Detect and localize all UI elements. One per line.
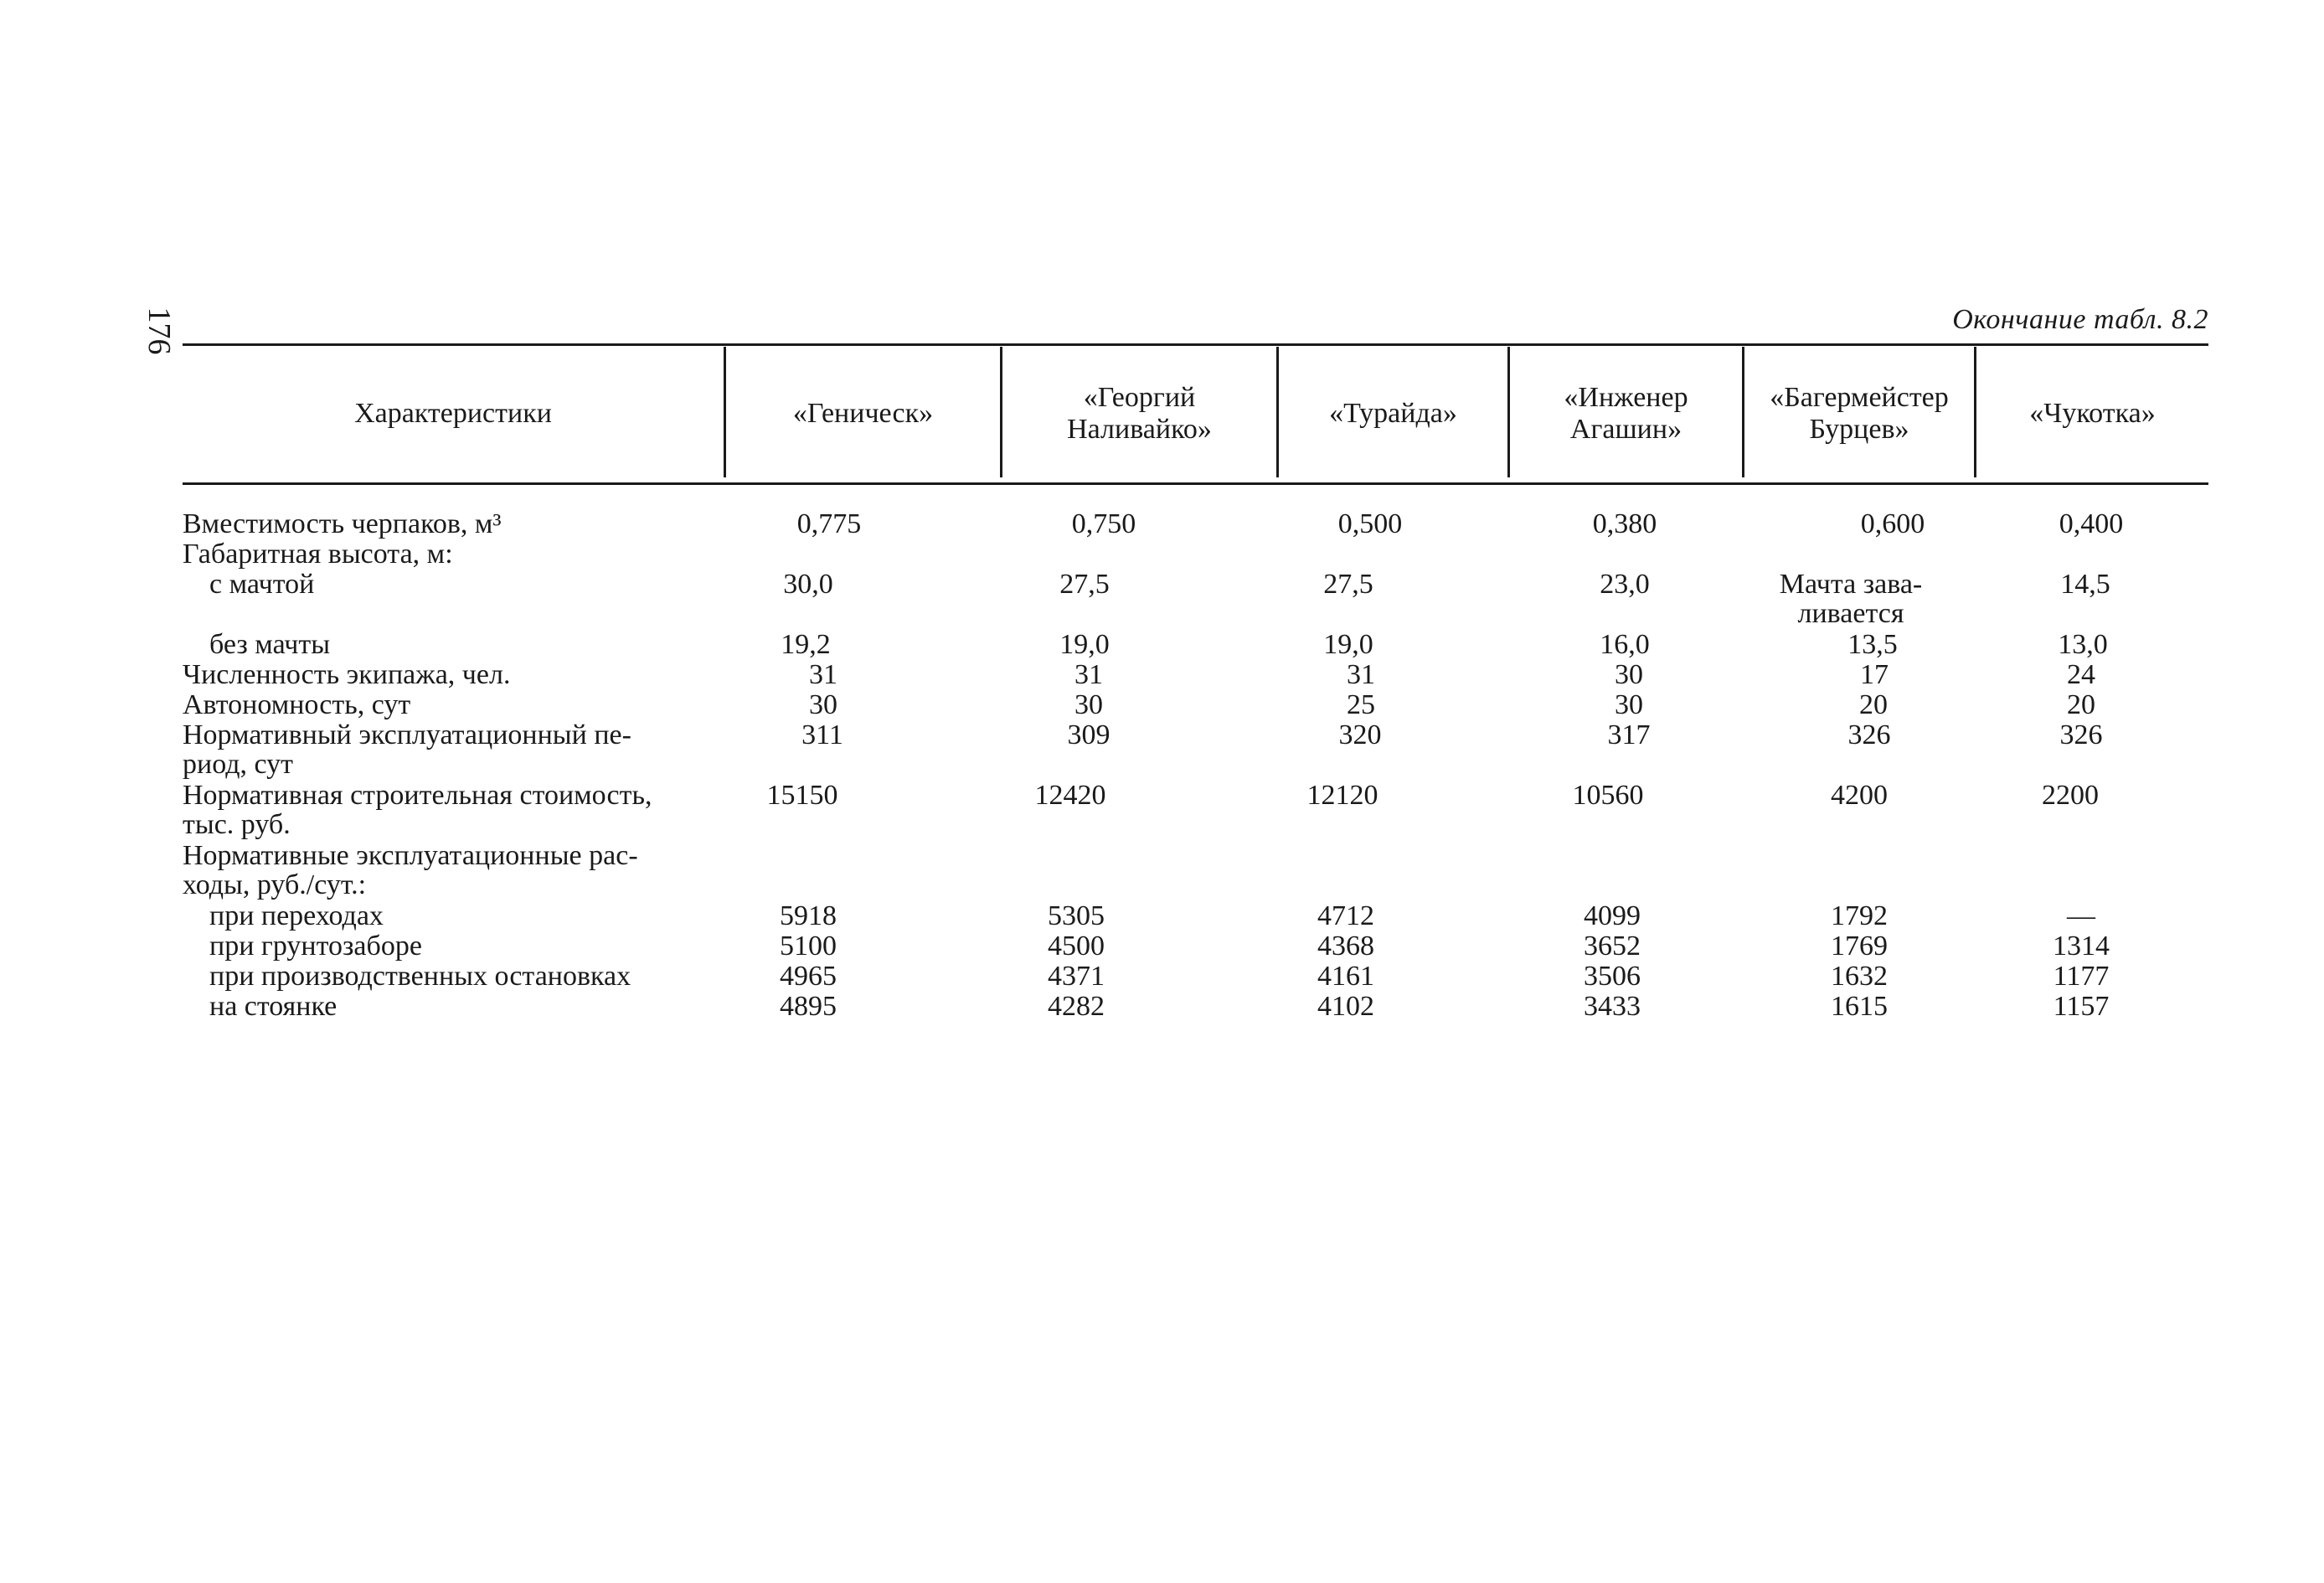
- header-turayda: «Турайда»: [1329, 398, 1457, 429]
- cell-height-nomast-2: 19,0: [1059, 629, 1110, 660]
- cell-exp-dredging-1: 5100: [780, 931, 837, 962]
- cell-height-mast-5: Мачта зава- ливается: [1779, 569, 1923, 629]
- cell-exp-transit-1: 5918: [780, 900, 837, 931]
- cell-exp-stops-1: 4965: [780, 961, 837, 992]
- cell-exp-stops-6: 1177: [2053, 961, 2110, 992]
- cell-autonomy-5: 20: [1859, 689, 1888, 720]
- cell-autonomy-2: 30: [1074, 689, 1103, 720]
- cell-autonomy-4: 30: [1615, 689, 1643, 720]
- cell-exp-dredging-6: 1314: [2053, 931, 2110, 962]
- label-expenses-transit: при переходах: [209, 900, 384, 931]
- cell-exp-parking-1: 4895: [780, 991, 837, 1022]
- label-bucket-capacity: Вместимость черпаков, м³: [183, 508, 502, 539]
- cell-crew-6: 24: [2067, 659, 2095, 690]
- label-expenses-stops: при производственных остановках: [209, 961, 631, 992]
- cell-crew-5: 17: [1860, 659, 1889, 690]
- cell-autonomy-6: 20: [2067, 689, 2095, 720]
- cell-bucket-2: 0,750: [1071, 508, 1136, 539]
- label-construction-cost: Нормативная строительная стоимость, тыс. руб.: [183, 780, 652, 840]
- cell-exp-dredging-3: 4368: [1317, 931, 1374, 962]
- header-bagermeister-burtsev: «Багермейстер Бурцев»: [1770, 382, 1949, 445]
- table-top-rule: [183, 343, 2208, 346]
- label-autonomy: Автономность, сут: [183, 689, 411, 720]
- cell-period-5: 326: [1847, 719, 1891, 750]
- cell-bucket-3: 0,500: [1337, 508, 1403, 539]
- cell-height-mast-4: 23,0: [1600, 569, 1650, 600]
- page-number: 176: [142, 307, 177, 355]
- cell-period-1: 311: [801, 719, 843, 750]
- cell-period-6: 326: [2059, 719, 2103, 750]
- header-characteristics: Характеристики: [354, 398, 552, 429]
- label-height-without-mast: без мачты: [209, 629, 331, 660]
- cell-bucket-5: 0,600: [1860, 508, 1925, 539]
- cell-autonomy-3: 25: [1347, 689, 1375, 720]
- header-georgiy-nalivayko: «Георгий Наливайко»: [1067, 382, 1212, 445]
- cell-exp-dredging-2: 4500: [1048, 931, 1105, 962]
- table-header-rule: [183, 482, 2208, 485]
- cell-exp-parking-5: 1615: [1831, 991, 1888, 1022]
- cell-bucket-6: 0,400: [2059, 508, 2124, 539]
- cell-exp-stops-5: 1632: [1831, 961, 1888, 992]
- cell-period-3: 320: [1338, 719, 1382, 750]
- cell-bucket-4: 0,380: [1592, 508, 1657, 539]
- label-height-with-mast: с мачтой: [209, 569, 315, 600]
- cell-cost-3: 12120: [1306, 780, 1378, 811]
- cell-cost-2: 12420: [1034, 780, 1106, 811]
- cell-height-nomast-1: 19,2: [781, 629, 831, 660]
- cell-autonomy-1: 30: [809, 689, 837, 720]
- label-expenses-header: Нормативные эксплуатационные рас- ходы, руб./сут.:: [183, 840, 638, 900]
- cell-exp-parking-4: 3433: [1584, 991, 1641, 1022]
- label-height-header: Габаритная высота, м:: [183, 539, 453, 570]
- cell-exp-stops-4: 3506: [1584, 961, 1641, 992]
- cell-cost-1: 15150: [766, 780, 838, 811]
- cell-exp-transit-6: —: [2067, 900, 2095, 931]
- cell-crew-2: 31: [1074, 659, 1103, 690]
- cell-height-mast-2: 27,5: [1059, 569, 1110, 600]
- cell-cost-6: 2200: [2042, 780, 2099, 811]
- cell-height-nomast-3: 19,0: [1323, 629, 1373, 660]
- header-inzhener-agashin: «Инженер Агашин»: [1564, 382, 1688, 445]
- header-chukotka: «Чукотка»: [2029, 398, 2156, 429]
- header-genichesk: «Геническ»: [792, 398, 934, 429]
- cell-cost-5: 4200: [1831, 780, 1888, 811]
- cell-exp-transit-5: 1792: [1831, 900, 1888, 931]
- label-operating-period: Нормативный эксплуатационный пе- риод, сут: [183, 719, 631, 780]
- cell-exp-dredging-4: 3652: [1584, 931, 1641, 962]
- cell-exp-parking-2: 4282: [1048, 991, 1105, 1022]
- cell-period-4: 317: [1607, 719, 1651, 750]
- cell-crew-3: 31: [1347, 659, 1375, 690]
- cell-height-mast-6: 14,5: [2060, 569, 2110, 600]
- cell-cost-4: 10560: [1572, 780, 1644, 811]
- cell-exp-stops-2: 4371: [1048, 961, 1105, 992]
- cell-exp-dredging-5: 1769: [1831, 931, 1888, 962]
- cell-crew-4: 30: [1615, 659, 1643, 690]
- cell-bucket-1: 0,775: [796, 508, 862, 539]
- cell-height-nomast-5: 13,5: [1847, 629, 1898, 660]
- cell-height-nomast-6: 13,0: [2058, 629, 2108, 660]
- cell-height-nomast-4: 16,0: [1600, 629, 1650, 660]
- label-crew: Численность экипажа, чел.: [183, 659, 511, 690]
- cell-exp-transit-4: 4099: [1584, 900, 1641, 931]
- cell-height-mast-1: 30,0: [783, 569, 833, 600]
- cell-exp-parking-6: 1157: [2053, 991, 2110, 1022]
- cell-period-2: 309: [1067, 719, 1110, 750]
- table-caption: Окончание табл. 8.2: [1952, 304, 2208, 335]
- cell-exp-parking-3: 4102: [1317, 991, 1374, 1022]
- cell-exp-transit-2: 5305: [1048, 900, 1105, 931]
- cell-height-mast-3: 27,5: [1323, 569, 1373, 600]
- label-expenses-dredging: при грунтозаборе: [209, 931, 422, 962]
- cell-crew-1: 31: [809, 659, 837, 690]
- label-expenses-parking: на стоянке: [209, 991, 338, 1022]
- cell-exp-transit-3: 4712: [1317, 900, 1374, 931]
- cell-exp-stops-3: 4161: [1317, 961, 1374, 992]
